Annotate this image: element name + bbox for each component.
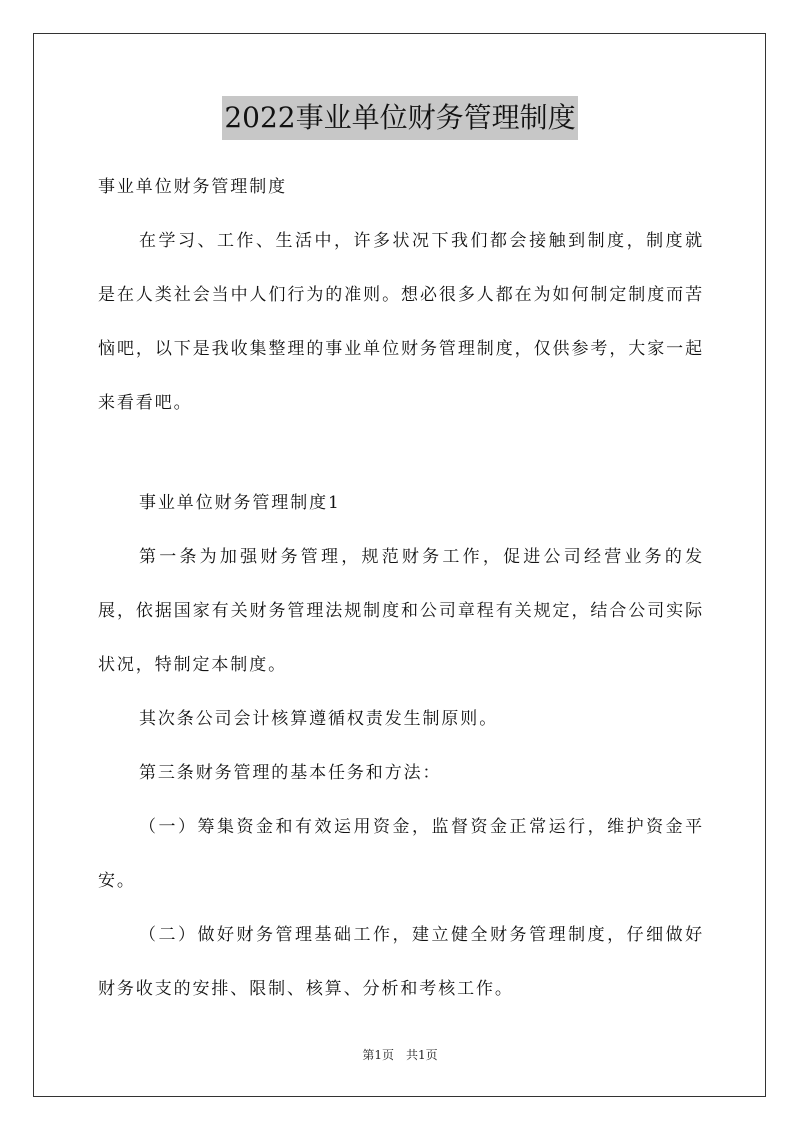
article-paragraph: 第一条为加强财务管理，规范财务工作，促进公司经营业务的发展，依据国家有关财务管理法规制度和公司章程有关规定，结合公司实际状况，特制定本制度。 xyxy=(98,547,704,675)
section-heading: 事业单位财务管理制度1 xyxy=(139,493,341,513)
article-paragraph: 第三条财务管理的基本任务和方法： xyxy=(139,763,442,783)
page-footer xyxy=(0,1046,800,1063)
title-container xyxy=(0,96,800,140)
list-item-paragraph: （二）做好财务管理基础工作，建立健全财务管理制度，仔细做好财务收支的安排、限制、核算、分析和考核工作。 xyxy=(98,925,704,999)
intro-paragraph: 在学习、工作、生活中，许多状况下我们都会接触到制度，制度就是在人类社会当中人们行为的准则。想必很多人都在为如何制定制度而苦恼吧，以下是我收集整理的事业单位财务管理制度，仅供参考，大家一起来看看吧。 xyxy=(98,231,704,413)
document-title: 2022事业单位财务管理制度 xyxy=(222,96,577,140)
article-paragraph: 其次条公司会计核算遵循权责发生制原则。 xyxy=(139,709,499,729)
list-item-paragraph: （一）筹集资金和有效运用资金，监督资金正常运行，维护资金平安。 xyxy=(98,817,704,891)
document-body xyxy=(98,160,704,1016)
document-subtitle: 事业单位财务管理制度 xyxy=(98,177,287,197)
page-number: 第1页 共1页 xyxy=(362,1048,438,1062)
